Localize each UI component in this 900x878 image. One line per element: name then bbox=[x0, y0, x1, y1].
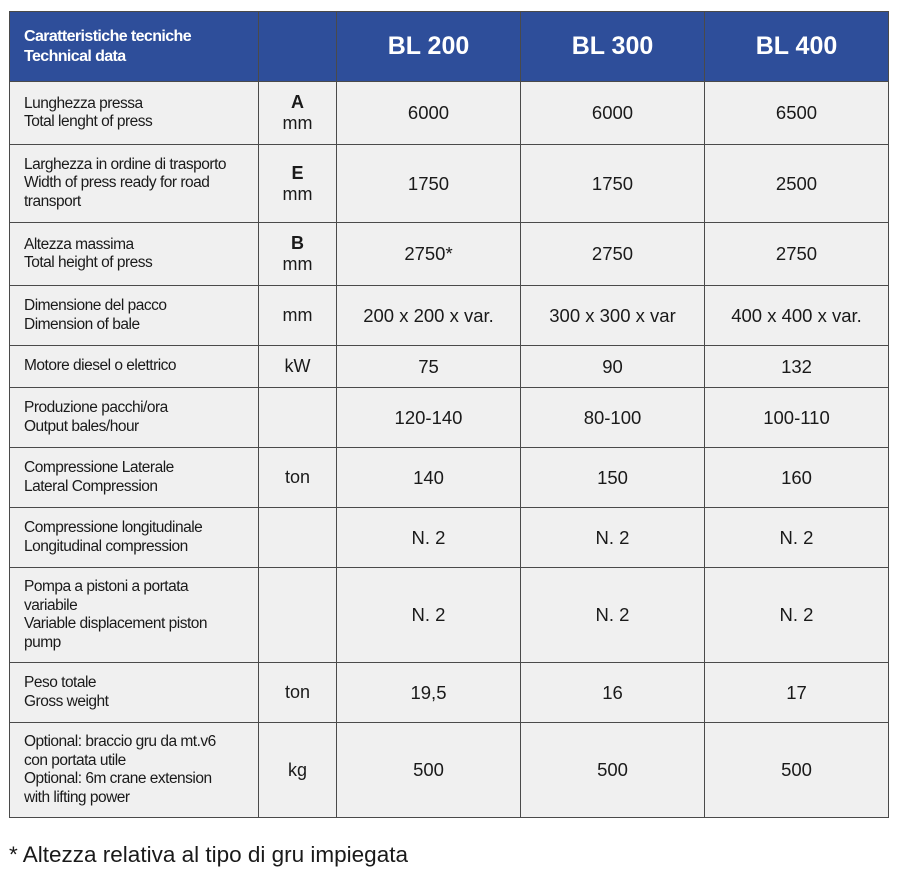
row-label bbox=[10, 286, 259, 346]
label-line: Pompa a pistoni a portata bbox=[24, 578, 189, 595]
label-line: variabile bbox=[24, 596, 78, 614]
table-row bbox=[10, 508, 889, 568]
table-row bbox=[10, 346, 889, 388]
table-row bbox=[10, 82, 889, 145]
label-line: Optional: braccio gru da mt.v6 bbox=[24, 733, 216, 750]
unit-text: mm bbox=[282, 183, 313, 204]
row-label bbox=[10, 448, 259, 508]
row-label bbox=[10, 223, 259, 286]
row-unit bbox=[259, 388, 337, 448]
value-bl400: 160 bbox=[705, 448, 889, 508]
value-bl400: 6500 bbox=[705, 82, 889, 145]
label-line: Gross weight bbox=[24, 692, 109, 710]
value-bl300: 90 bbox=[521, 346, 705, 388]
value-bl200: 75 bbox=[337, 346, 521, 388]
value-bl400: N. 2 bbox=[705, 508, 889, 568]
label-line: Lateral Compression bbox=[24, 477, 158, 495]
value-bl300: 6000 bbox=[521, 82, 705, 145]
label-line: Lunghezza pressa bbox=[24, 94, 143, 112]
value-bl400: 132 bbox=[705, 346, 889, 388]
label-line: Motore diesel o elettrico bbox=[24, 357, 177, 375]
value-bl400: N. 2 bbox=[705, 568, 889, 663]
row-label bbox=[10, 723, 259, 818]
table-row bbox=[10, 223, 889, 286]
row-label bbox=[10, 568, 259, 663]
value-bl200: 6000 bbox=[337, 82, 521, 145]
value-bl200: 120-140 bbox=[337, 388, 521, 448]
row-unit bbox=[259, 346, 337, 388]
unit-text: ton bbox=[284, 682, 311, 702]
dimension-symbol: B bbox=[291, 233, 304, 253]
value-bl400: 400 x 400 x var. bbox=[705, 286, 889, 346]
label-line: Width of press ready for road bbox=[24, 174, 210, 192]
dimension-symbol: E bbox=[291, 162, 304, 183]
table-row bbox=[10, 723, 889, 818]
label-line: Optional: 6m crane extension bbox=[24, 770, 212, 787]
value-bl300: 2750 bbox=[521, 223, 705, 286]
value-bl300: 150 bbox=[521, 448, 705, 508]
header-label-line: Caratteristiche tecniche bbox=[24, 27, 192, 45]
label-line: Variable displacement piston bbox=[24, 615, 208, 632]
dimension-symbol: A bbox=[291, 92, 304, 112]
row-label bbox=[10, 82, 259, 145]
row-unit bbox=[259, 145, 337, 223]
value-bl200: N. 2 bbox=[337, 568, 521, 663]
value-bl400: 100-110 bbox=[705, 388, 889, 448]
value-bl300: N. 2 bbox=[521, 508, 705, 568]
table-row bbox=[10, 663, 889, 723]
value-bl200: 19,5 bbox=[337, 663, 521, 723]
unit-text: kg bbox=[287, 759, 307, 780]
value-bl400: 2500 bbox=[705, 145, 889, 223]
label-line: Output bales/hour bbox=[24, 417, 139, 435]
value-bl300: 300 x 300 x var bbox=[521, 286, 705, 346]
unit-text: kW bbox=[284, 356, 311, 376]
value-bl300: 1750 bbox=[521, 145, 705, 223]
value-bl400: 2750 bbox=[705, 223, 889, 286]
label-line: Longitudinal compression bbox=[24, 537, 188, 555]
label-line: Altezza massima bbox=[24, 235, 134, 253]
table-row bbox=[10, 388, 889, 448]
value-bl300: 16 bbox=[521, 663, 705, 723]
value-bl300: 80-100 bbox=[521, 388, 705, 448]
header-model-bl400: BL 400 bbox=[705, 12, 889, 82]
table-row bbox=[10, 286, 889, 346]
value-bl200: 1750 bbox=[337, 145, 521, 223]
label-line: transport bbox=[24, 192, 81, 210]
label-line: Total lenght of press bbox=[24, 113, 153, 130]
value-bl200: N. 2 bbox=[337, 508, 521, 568]
table-row bbox=[10, 568, 889, 663]
unit-text: mm bbox=[282, 254, 313, 274]
value-bl200: 200 x 200 x var. bbox=[337, 286, 521, 346]
row-unit bbox=[259, 82, 337, 145]
row-unit bbox=[259, 663, 337, 723]
row-label bbox=[10, 346, 259, 388]
table-row bbox=[10, 145, 889, 223]
label-line: pump bbox=[24, 633, 61, 651]
row-unit bbox=[259, 568, 337, 663]
row-label bbox=[10, 663, 259, 723]
row-unit bbox=[259, 286, 337, 346]
value-bl300: 500 bbox=[521, 723, 705, 818]
header-model-bl200: BL 200 bbox=[337, 12, 521, 82]
label-line: Compressione Laterale bbox=[24, 459, 174, 476]
label-line: Dimension of bale bbox=[24, 315, 140, 333]
value-bl400: 500 bbox=[705, 723, 889, 818]
row-label bbox=[10, 388, 259, 448]
header-unit-cell bbox=[259, 12, 337, 82]
label-line: Total height of press bbox=[24, 254, 153, 271]
unit-text: mm bbox=[282, 305, 313, 325]
label-line: Larghezza in ordine di trasporto bbox=[24, 155, 226, 173]
label-line: con portata utile bbox=[24, 751, 126, 769]
label-line: Dimensione del pacco bbox=[24, 297, 167, 314]
label-line: Compressione longitudinale bbox=[24, 519, 203, 536]
unit-text: mm bbox=[282, 113, 313, 133]
header-label-cell bbox=[10, 12, 259, 82]
footnote: * Altezza relativa al tipo di gru impiegata bbox=[9, 842, 408, 867]
value-bl200: 2750* bbox=[337, 223, 521, 286]
row-unit bbox=[259, 508, 337, 568]
row-label bbox=[10, 508, 259, 568]
table-header-row bbox=[10, 12, 889, 82]
value-bl200: 500 bbox=[337, 723, 521, 818]
value-bl200: 140 bbox=[337, 448, 521, 508]
label-line: with lifting power bbox=[24, 788, 130, 806]
value-bl300: N. 2 bbox=[521, 568, 705, 663]
label-line: Peso totale bbox=[24, 674, 97, 691]
header-label-line: Technical data bbox=[24, 47, 126, 65]
row-label bbox=[10, 145, 259, 223]
row-unit bbox=[259, 448, 337, 508]
label-line: Produzione pacchi/ora bbox=[24, 399, 168, 416]
value-bl400: 17 bbox=[705, 663, 889, 723]
table-row bbox=[10, 448, 889, 508]
technical-data-table bbox=[9, 11, 889, 818]
unit-text: ton bbox=[284, 467, 311, 487]
row-unit bbox=[259, 223, 337, 286]
row-unit bbox=[259, 723, 337, 818]
header-model-bl300: BL 300 bbox=[521, 12, 705, 82]
